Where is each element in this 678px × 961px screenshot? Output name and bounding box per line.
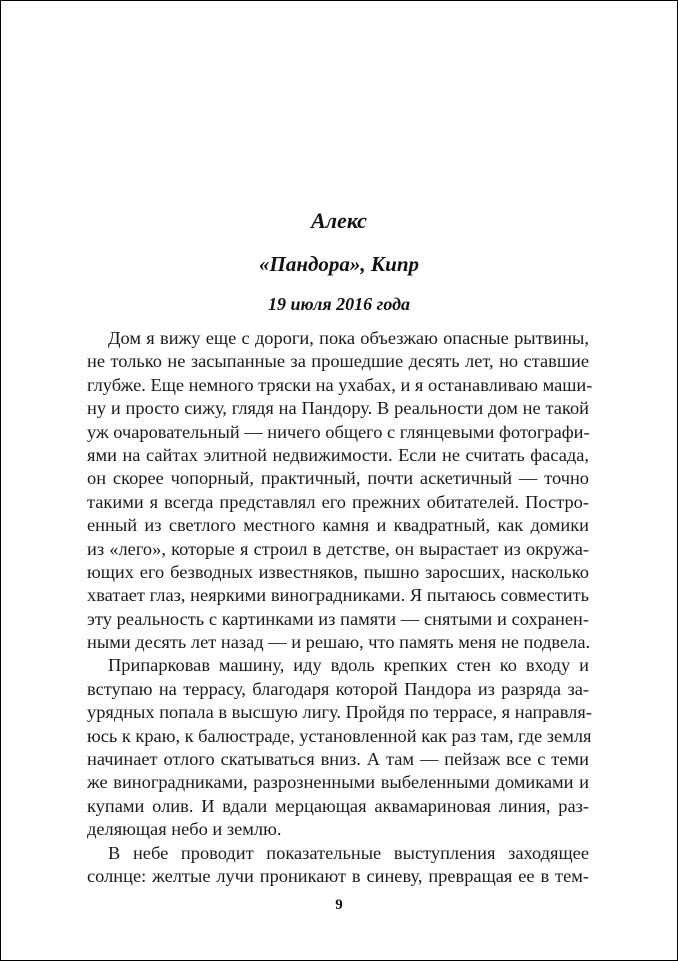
text-line: купами олив. И вдали мерцающая аквамариновая линия, раз-	[87, 795, 589, 816]
chapter-date: 19 июля 2016 года	[267, 294, 411, 314]
text-line: он скорее чопорный, практичный, почти аскетичный — точно	[87, 468, 589, 489]
text-line: ну и просто сижу, глядя на Пандору. В реальности дом не такой	[87, 398, 589, 419]
text-line: такими я всегда представлял его прежних обитателей. Постро-	[87, 491, 589, 512]
text-line: енный из светлого местного камня и квадратный, как домики	[87, 515, 589, 536]
text-line: деляющая небо и землю.	[87, 819, 282, 840]
text-line: ными десять лет назад — и решаю, что память меня не подвела.	[87, 632, 591, 653]
text-line: уж очаровательный — ничего общего с глянцевыми фотографи-	[87, 421, 590, 442]
text-line: ями на сайтах элитной недвижимости. Если не считать фасада,	[87, 444, 589, 465]
text-line: ющих его безводных известняков, пышно заросших, насколько	[87, 561, 589, 582]
text-line: не только не засыпанные за прошедшие десять лет, но ставшие	[87, 351, 589, 372]
body-text	[87, 327, 593, 888]
chapter-location: «Пандора», Кипр	[258, 252, 419, 276]
text-line: вступаю на террасу, благодаря которой Пандора из разряда за-	[87, 678, 589, 699]
text-line: В небе проводит показательные выступления заходящее	[108, 842, 589, 863]
text-line: же виноградниками, разрозненными выбеленными домиками и	[87, 772, 589, 793]
chapter-heading	[1, 208, 677, 315]
text-line: урядных попала в высшую лигу. Пройдя по террасе, я направля-	[87, 702, 592, 723]
text-line: эту реальность с картинками из памяти — снятыми и сохранен-	[87, 608, 589, 629]
text-line: солнце: желтые лучи проникают в синеву, превращая ее в тем-	[87, 865, 589, 886]
text-line: начинает отлого скатываться вниз. А там — пейзаж все с теми	[87, 749, 589, 770]
text-line: юсь к краю, к балюстраде, установленной как раз там, где земля	[87, 725, 592, 746]
paragraph	[87, 842, 589, 889]
paragraph	[87, 654, 592, 841]
text-line: Припарковав машину, иду вдоль крепких стен ко входу и	[108, 655, 589, 676]
page-number: 9	[335, 897, 343, 913]
text-line: хватает глаз, неяркими виноградниками. Я пытаюсь совместить	[87, 585, 589, 606]
paragraph	[87, 327, 593, 654]
text-line: Дом я вижу еще с дороги, пока объезжаю опасные рытвины,	[108, 328, 589, 348]
text-line: из «лего», которые я строил в детстве, он вырастает из окружа-	[87, 538, 589, 559]
chapter-title: Алекс	[311, 208, 367, 233]
text-line: глубже. Еще немного тряски на ухабах, и я останавливаю маши-	[87, 374, 593, 395]
